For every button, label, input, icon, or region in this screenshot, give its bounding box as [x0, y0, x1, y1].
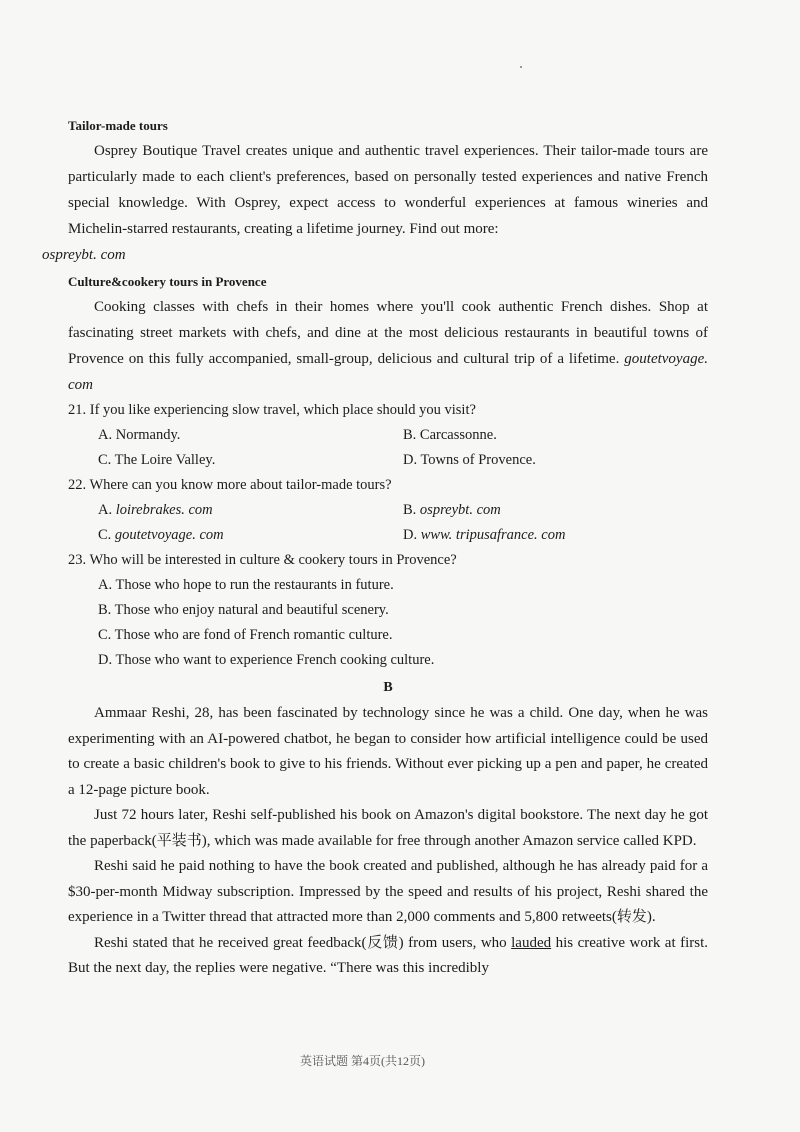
- passage-b-paragraph-4: [68, 931, 708, 982]
- q22-text-d: www. tripusafrance. com: [420, 527, 566, 543]
- underlined-word-lauded: lauded: [511, 934, 552, 951]
- q22-option-d: [403, 523, 708, 548]
- question-23-stem: 23. Who will be interested in culture & cookery tours in Provence?: [68, 552, 457, 568]
- exam-page: [42, 116, 709, 982]
- q22-letter-c: C.: [98, 527, 112, 543]
- section-title-tailor: Tailor-made tours: [68, 118, 168, 133]
- passage-b-paragraph-3: Reshi said he paid nothing to have the book created and published, although he has already paid for a $30-per-month Midway subscription. Impressed by the speed and results of his project, Reshi shared the experience in a Twitter thread that attracted more than 2,000 comments and 5,800 retweets(转发).: [68, 858, 708, 925]
- scan-speck: [520, 66, 522, 68]
- q22-letter-d: D.: [403, 527, 418, 543]
- q22-text-b: ospreybt. com: [419, 502, 501, 518]
- q21-option-b: B. Carcassonne.: [403, 427, 497, 443]
- q22-option-c: [98, 523, 403, 548]
- q23-option-c: C. Those who are fond of French romantic culture.: [98, 627, 393, 643]
- p4-after: his creative work at first. But the next day, the replies were negative. “There was this incredibly: [68, 934, 709, 976]
- page-footer: 英语试题 第4页(共12页): [300, 1054, 425, 1068]
- q22-letter-a: A.: [98, 502, 113, 518]
- q22-text-a: loirebrakes. com: [115, 502, 213, 518]
- culture-link: goutetvoyage. com: [68, 351, 708, 393]
- q22-letter-b: B.: [403, 502, 417, 518]
- q23-option-a: A. Those who hope to run the restaurants in future.: [98, 577, 394, 593]
- passage-b-paragraph-2: Just 72 hours later, Reshi self-published his book on Amazon's digital bookstore. The next day he got the paperback(平装书), which was made available for free through another Amazon service called KPD.: [68, 807, 708, 849]
- tailor-body-text: Osprey Boutique Travel creates unique and authentic travel experiences. Their tailor-made tours are particularly made to each client's preferences, based on personally tested experiences and native French special knowledge. With Osprey, expect access to wonderful experiences at famous wineries and Michelin-starred restaurants, creating a lifetime journey. Find out more:: [68, 143, 708, 237]
- q22-option-a: [98, 498, 403, 523]
- q22-text-c: goutetvoyage. com: [114, 527, 224, 543]
- q21-option-c: C. The Loire Valley.: [98, 452, 216, 468]
- passage-b-paragraph-1: Ammaar Reshi, 28, has been fascinated by technology since he was a child. One day, when he was experimenting with an AI-powered chatbot, he began to consider how artificial intelligence could be used to create a basic children's book to give to his friends. Without ever picking up a pen and paper, he created a 12-page picture book.: [68, 705, 708, 798]
- question-22-stem: 22. Where can you know more about tailor-made tours?: [68, 477, 392, 493]
- question-22-options: [98, 498, 708, 548]
- section-body-tailor: [42, 138, 708, 268]
- q23-option-b: B. Those who enjoy natural and beautiful scenery.: [98, 602, 389, 618]
- q22-option-b: [403, 498, 708, 523]
- question-21-options: [98, 423, 708, 473]
- q21-option-d: D. Towns of Provence.: [403, 452, 536, 468]
- section-title-culture: Culture&cookery tours in Provence: [68, 274, 267, 289]
- tailor-link: ospreybt. com: [42, 247, 126, 263]
- section-body-culture: [68, 294, 708, 398]
- p4-before: Reshi stated that he received great feedback(反馈) from users, who: [94, 934, 512, 951]
- section-b-heading: B: [383, 680, 393, 695]
- question-23-options: [98, 573, 708, 673]
- culture-body-text: Cooking classes with chefs in their homes where you'll cook authentic French dishes. Shop at fascinating street markets with chefs, and dine at the most delicious restaurants in beautiful towns of Provence on this fully accompanied, small-group, delicious and cultural trip of a lifetime.: [68, 299, 708, 367]
- q23-option-d: D. Those who want to experience French cooking culture.: [98, 652, 435, 668]
- q21-option-a: A. Normandy.: [98, 427, 181, 443]
- question-21-stem: 21. If you like experiencing slow travel, which place should you visit?: [68, 402, 476, 418]
